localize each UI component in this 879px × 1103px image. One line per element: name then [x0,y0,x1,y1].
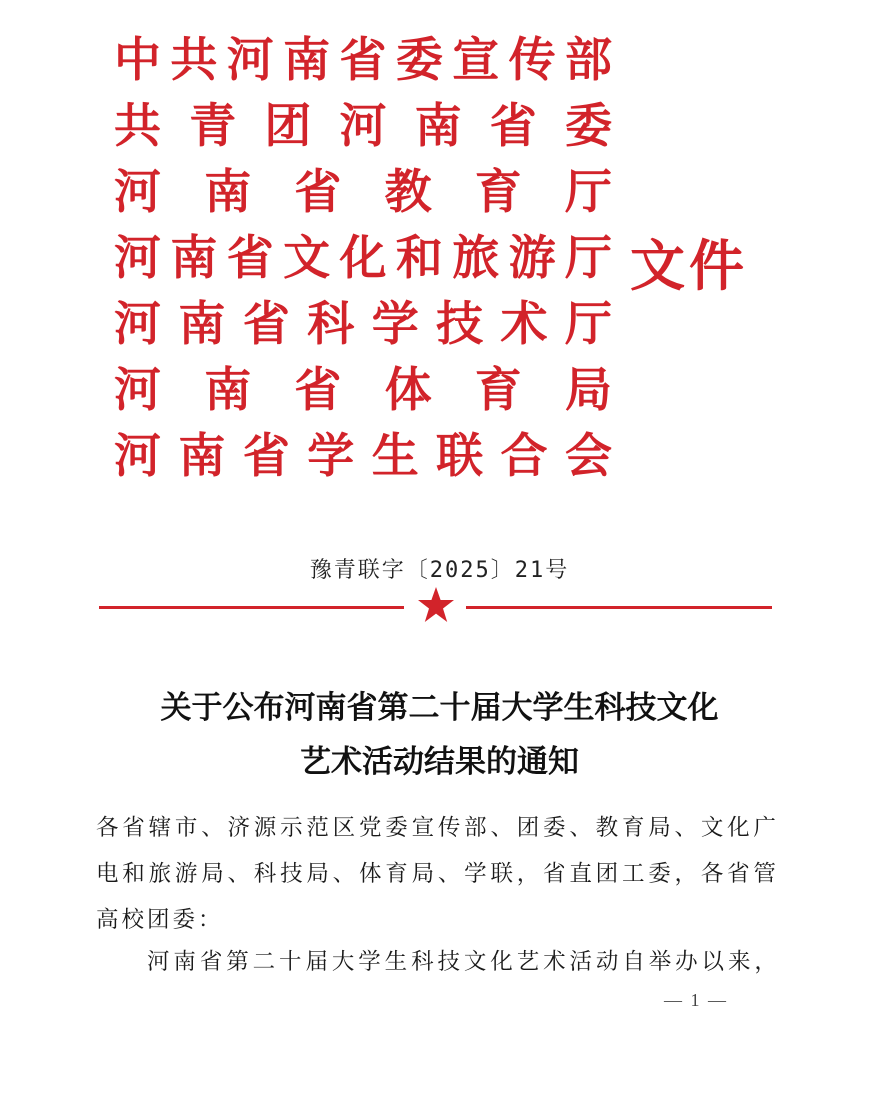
issuer-1: 中 共 河 南 省 委 宣 传 部 [114,33,612,88]
issuer-3: 河 南 省 教 育 厅 [114,165,612,220]
divider-right [466,606,772,609]
star-icon [417,585,455,625]
document-number: 豫青联字〔2025〕21号 [309,558,570,583]
divider-left [99,606,404,609]
body-paragraph-start: 河 南 省 第 二 十 届 大 学 生 科 技 文 化 艺 术 活 动 自 举 办 以 来 ， [147,949,777,975]
addressee-line-2: 电 和 旅 游 局 、 科 技 局 、 体 育 局 、 学 联 ， 省 直 团 工 委 ， 各 省 管 [96,861,776,887]
issuer-7: 河 南 省 学 生 联 合 会 [114,429,612,484]
page-number: — 1 — [664,990,728,1010]
issuer-2: 共 青 团 河 南 省 委 [114,99,612,154]
notice-title-line-2: 艺术活动结果的通知 [300,744,579,780]
notice-title-line-1: 关于公布河南省第二十届大学生科技文化 [160,690,719,726]
document-word: 文件 [630,233,749,298]
addressee-line-3: 高校团委： [96,907,224,933]
issuer-5: 河 南 省 科 学 技 术 厅 [114,297,612,352]
issuer-6: 河 南 省 体 育 局 [114,363,612,418]
issuer-4: 河 南 省 文 化 和 旅 游 厅 [114,231,612,286]
issuer-block [114,34,774,494]
addressee-line-1: 各 省 辖 市 、 济 源 示 范 区 党 委 宣 传 部 、 团 委 、 教 育 局 、 文 化 广 [96,815,776,841]
